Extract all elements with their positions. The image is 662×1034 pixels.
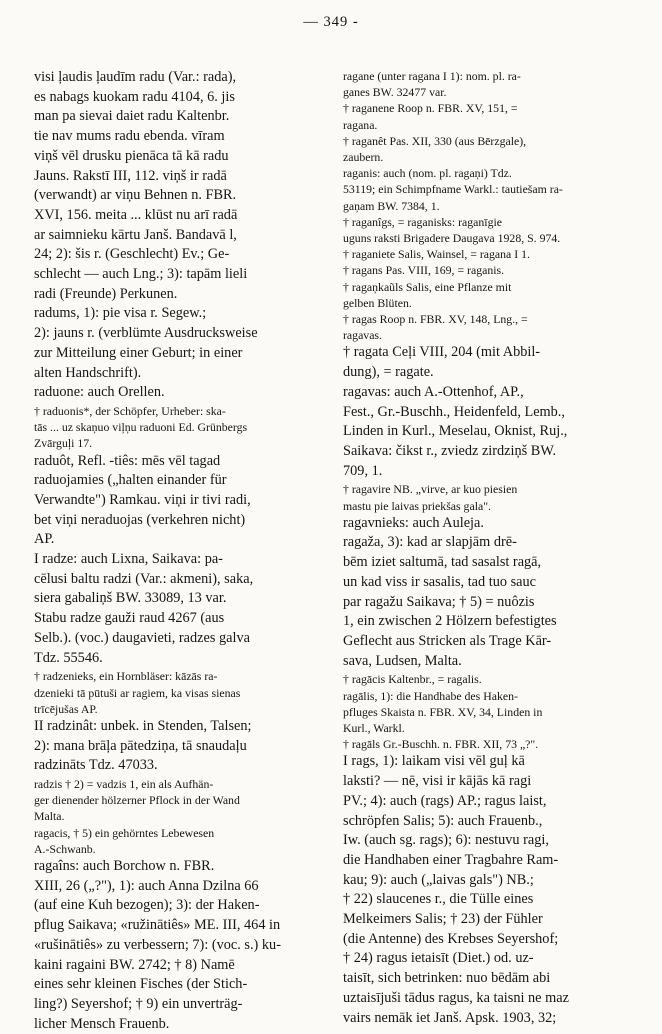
entry-line: raduone: auch Orellen. [34,384,165,401]
dictionary-entry [343,311,639,343]
entry-line: pflug Saikava; «ružinātiês» ME. III, 464 in [34,917,281,934]
dictionary-entry [343,262,639,278]
entry-line: † raganiete Salis, Wainsel, = ragana I 1. [343,247,530,262]
entry-line: es nabags kuokam radu 4104, 6. jis [34,88,235,105]
entry-line: Fest., Gr.-Buschh., Heidenfeld, Lemb., [343,403,565,420]
entry-line: † ragācis Kaltenbr., = ragalis. [343,672,482,687]
entry-line: Selb.). (voc.) daugavieti, radzes galva [34,629,250,646]
entry-line: Zvārguļi 17. [34,436,93,451]
dictionary-entry [343,481,639,513]
entry-line: laksti? — nē, visi ir kājās kā ragi [343,773,532,790]
entry-line: par ragažu Saikava; † 5) = nuôzis [343,593,535,610]
dictionary-entry [343,736,639,752]
dictionary-entry [34,825,328,857]
entry-line: Jauns. Rakstī III, 112. viņš ir radā [34,167,227,184]
entry-line: XVI, 156. meita ... klūst nu arī radā [34,206,238,223]
entry-line: cēlusi baltu radzi (Var.: akmeni), saka, [34,570,254,587]
entry-line: kaini ragaini BW. 2742; † 8) Namē [34,956,235,973]
entry-line: siera gabaliņš BW. 33089, 13 var. [34,590,227,607]
entry-line: † ragata Ceļi VIII, 204 (mit Abbil- [343,344,541,361]
entry-line: † ragāls Gr.-Buschh. n. FBR. XII, 73 „?". [343,737,539,752]
entry-line: ragaža, 3): kad ar slapjām drē- [343,534,517,551]
entry-line: un kad viss ir sasalis, tad tuo sauc [343,573,536,590]
left-column [34,68,328,1032]
entry-line: tās ... uz skaņuo viļņu raduoni Ed. Grünbergs [34,420,248,435]
entry-line: licher Mensch Frauenb. [34,1015,170,1032]
entry-line: Iw. (auch sg. rags); 6): nestuvu ragi, [343,832,549,849]
entry-line: uztaisījuši tādus ragus, ka taisni ne maz [343,989,569,1006]
entry-line: 1, ein zwischen 2 Hölzern befestigtes [343,613,557,630]
entry-line: Geflecht aus Stricken als Trage Kār- [343,633,552,649]
entry-line: ragaîns: auch Borchow n. FBR. [34,858,215,875]
entry-line: bēm iziet saltumā, tad sasalst ragā, [343,554,542,571]
entry-line: gelben Blüten. [343,295,412,310]
entry-line: † 22) slaucenes r., die Tülle eines [343,891,534,908]
entry-line: «rušinātiês» zu verbessern; 7): (voc. s.) ku- [34,936,281,953]
dictionary-entry [34,452,328,551]
dictionary-entry [343,514,639,534]
entry-line: † ragavire NB. „virve, ar kuo piesien [343,482,518,497]
entry-line: (auf eine Kuh bezogen); 3): der Haken- [34,897,260,914]
entry-line: † ragas Roop n. FBR. XV, 148, Lng., = [343,312,528,327]
entry-line: radi (Freunde) Perkunen. [34,285,178,302]
dictionary-entry [34,403,328,452]
entry-line: uguns raksti Brigadere Daugava 1928, S. 974. [343,231,561,246]
entry-line: die Handhaben einer Tragbahre Ram- [343,851,559,868]
entry-line: mastu pie laivas priekšas gala". [343,498,491,513]
dictionary-entry [34,717,328,776]
entry-line: bet viņi neraduojas (verkehren nicht) [34,511,246,528]
entry-line: schröpfen Salis; 5): auch Frauenb., [343,812,543,829]
entry-line: † radzenieks, ein Hornbläser: kāzās ra- [34,669,218,684]
entry-line: radums, 1): pie visa r. Segew.; [34,305,207,322]
dictionary-entry [343,752,639,1028]
entry-line: visi ļaudis ļaudīm radu (Var.: rada), [34,69,237,85]
dictionary-entry [34,550,328,668]
entry-line: Stabu radze gauži raud 4267 (aus [34,610,225,627]
entry-line: 24; 2): šis r. (Geschlecht) Ev.; Ge- [34,246,230,263]
dictionary-entry [343,671,639,687]
entry-line: Melkeimers Salis; † 23) der Fühler [343,911,543,928]
entry-line: gaņam BW. 7384, 1. [343,198,440,213]
dictionary-entry [34,68,328,304]
entry-line: Malta. [34,809,65,824]
entry-line: ragālis, 1): die Handhabe des Haken- [343,688,518,703]
entry-line: ragavas: auch A.-Ottenhof, AP., [343,383,524,400]
entry-line: XIII, 26 („?"), 1): auch Anna Dzilna 66 [34,877,259,894]
entry-line: alten Handschrift). [34,364,142,381]
entry-line: 53119; ein Schimpfname Warkl.: tautiešam ra- [343,182,563,197]
dictionary-entry [343,165,639,214]
dictionary-entry [343,343,639,382]
entry-line: † raganêt Pas. XII, 330 (aus Bērzgale), [343,133,527,148]
dictionary-entry [343,688,639,737]
entry-line: dzenieki tā pūtuši ar ragiem, ka visas sienas [34,685,241,700]
entry-line: 709, 1. [343,462,383,479]
entry-line: zaubern. [343,150,384,165]
entry-line: Saikava: čikst r., zviedz zirdziņš BW. [343,442,557,459]
entry-line: ling?) Seyershof; † 9) ein unverträg- [34,995,243,1012]
dictionary-entry [34,857,328,1034]
entry-line: dung), = ragate. [343,364,434,381]
dictionary-entry [343,533,639,671]
entry-line: vairs nemāk iet Janš. Apsk. 1903, 32; [343,1009,557,1026]
entry-line: 2): jauns r. (verblümte Ausdrucksweise [34,325,258,342]
entry-line: tie nav mums radu ebenda. vīram [34,128,225,145]
entry-line: Linden in Kurl., Meselau, Oknist, Ruj., [343,423,568,440]
entry-line: ar saimnieku kārtu Janš. Bandavā l, [34,226,237,243]
entry-line: ganes BW. 32477 var. [343,85,447,100]
entry-line: ragacis, † 5) ein gehörntes Lebewesen [34,825,215,840]
entry-line: man pa sievai daiet radu Kaltenbr. [34,108,230,125]
entry-line: zur Mitteilung einer Geburt; in einer [34,344,243,361]
entry-line: pfluges Skaista n. FBR. XV, 34, Linden in [343,704,543,719]
entry-line: ragane (unter ragana I 1): nom. pl. ra- [343,69,521,83]
entry-line: Verwandte") Ramkau. viņi ir tivi radi, [34,491,251,508]
entry-line: † raganene Roop n. FBR. XV, 151, = [343,101,518,116]
entry-line: † ragaņkaũls Salis, eine Pflanze mit [343,279,512,294]
entry-line: raduojamies („halten einander für [34,472,227,489]
dictionary-entry [34,776,328,825]
entry-line: ragavas. [343,328,382,343]
entry-line: 2): mana brāļa pātedziņa, tā snaudaļu [34,737,247,754]
dictionary-entry [343,279,639,311]
entry-line: † 24) ragus ietaisīt (Diet.) od. uz- [343,950,534,967]
entry-line: † raganîgs, = raganisks: raganīgie [343,214,502,229]
entry-line: I rags, 1): laikam visi vēl guļ kā [343,753,525,770]
entry-line: A.-Schwanb. [34,841,96,856]
right-column [343,68,639,1026]
entry-line: ragavnieks: auch Auleja. [343,514,484,531]
entry-line: Kurl., Warkl. [343,721,405,736]
entry-line: AP. [34,531,55,548]
entry-line: raganis: auch (nom. pl. ragaņi) Tdz. [343,166,512,181]
entry-line: eines sehr kleinen Fisches (der Stich- [34,976,248,993]
entry-line: radzis † 2) = vadzis 1, ein als Aufhän- [34,777,214,792]
entry-line: schlecht — auch Lng.; 3): tapām lieli [34,266,248,283]
entry-line: PV.; 4): auch (rags) AP.; ragus laist, [343,792,547,809]
dictionary-entry [343,68,639,100]
entry-line: † ragans Pas. VIII, 169, = raganis. [343,263,505,278]
dictionary-entry [343,214,639,246]
entry-line: (die Antenne) des Krebses Seyershof; [343,930,559,947]
entry-line: viņš vēl drusku pienāca tā kā radu [34,147,229,164]
dictionary-entry [343,133,639,165]
entry-line: (verwandt) ar viņu Behnen n. FBR. [34,187,237,204]
entry-line: radzināts Tdz. 47033. [34,757,158,774]
dictionary-entry [343,383,639,482]
dictionary-entry [34,383,328,403]
dictionary-entry [34,304,328,383]
entry-line: kau; 9): auch („laivas gals") NB.; [343,871,534,888]
entry-line: ger dienender hölzerner Pflock in der Wand [34,793,240,808]
entry-line: ragana. [343,117,378,132]
page-number: — 349 - [303,14,359,30]
dictionary-entry [343,100,639,132]
entry-line: trīcējušas AP. [34,701,98,716]
dictionary-entry [343,246,639,262]
dictionary-entry [34,668,328,717]
entry-line: II radzinât: unbek. in Stenden, Talsen; [34,717,252,734]
entry-line: sava, Ludsen, Malta. [343,652,462,669]
entry-line: Tdz. 55546. [34,649,103,666]
entry-line: I radze: auch Lixna, Saikava: pa- [34,551,223,568]
entry-line: raduôt, Refl. -tiês: mēs vēl tagad [34,452,221,469]
entry-line: taisīt, sich betrinken: nuo bēdām abi [343,970,551,987]
entry-line: † raduonis*, der Schöpfer, Urheber: ska- [34,403,226,418]
